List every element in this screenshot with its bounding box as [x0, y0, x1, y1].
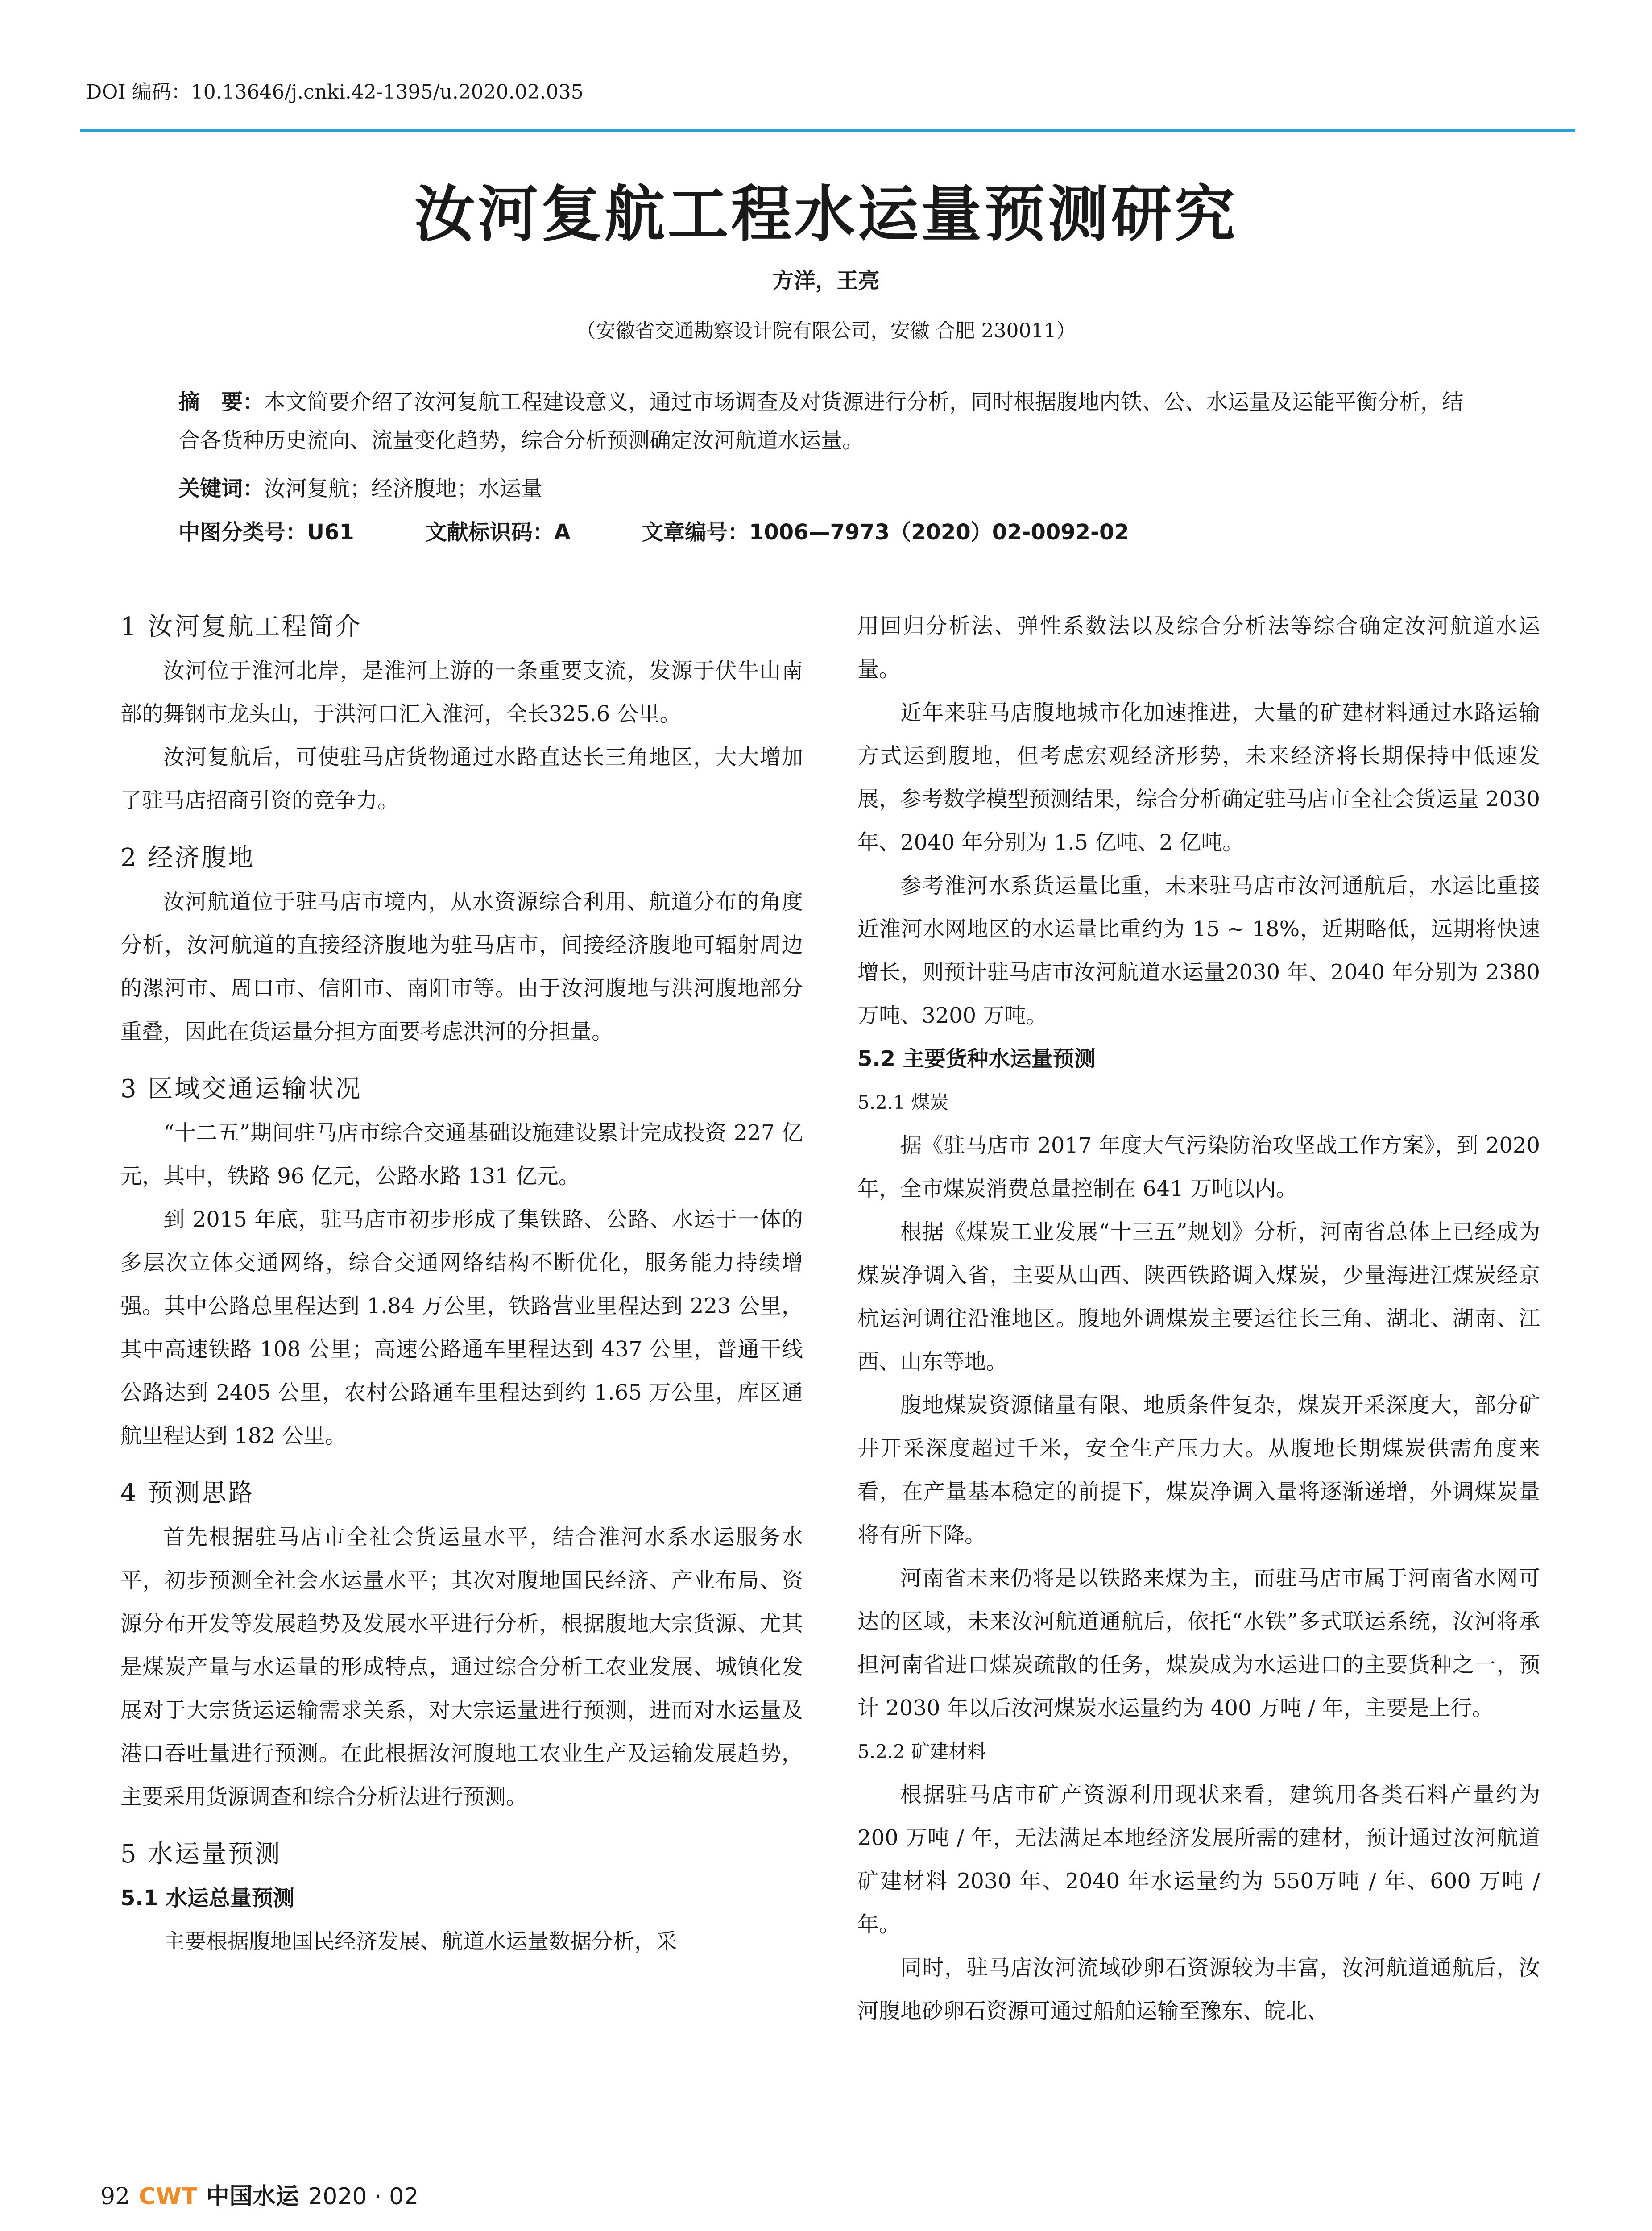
affiliation: （安徽省交通勘察设计院有限公司，安徽 合肥 230011）: [576, 319, 1076, 342]
subsubsection-heading: 5.2.2 矿建材料: [857, 1741, 986, 1762]
clc-number: 中图分类号：U61: [178, 520, 354, 545]
abstract-text: 本文简要介绍了汝河复航工程建设意义，通过市场调查及对货源进行分析，同时根据腹地内铁、公、水运量及运能平衡分析，结合各货种历史流向、流量变化趋势，综合分析预测确定汝河航道水运量。: [178, 390, 1464, 453]
paragraph: 参考淮河水系货运量比重，未来驻马店市汝河通航后，水运比重接近淮河水网地区的水运量比重约为 15 ~ 18%，近期略低，远期将快速增长，则预计驻马店市汝河航道水运量2030 年、2040 年分别为 2380 万吨、3200 万吨。: [857, 873, 1540, 1028]
paragraph: 河南省未来仍将是以铁路来煤为主，而驻马店市属于河南省水网可达的区域，未来汝河航道通航后，依托“水铁”多式联运系统，汝河将承担河南省进口煤炭疏散的任务，煤炭成为水运进口的主要货种之一，预计 2030 年以后汝河煤炭水运量约为 400 万吨 / 年，主要是上行。: [857, 1566, 1540, 1721]
paragraph: 到 2015 年底，驻马店市初步形成了集铁路、公路、水运于一体的多层次立体交通网络，综合交通网络结构不断优化，服务能力持续增强。其中公路总里程达到 1.84 万公里，铁路营业里程达到 223 公里，其中高速铁路 108 公里；高速公路通车里程达到 437 公里，普通干线公路达到 2405 公里，农村公路通车里程达到约 1.65 万公里，库区通航里程达到 182 公里。: [120, 1207, 803, 1448]
section-heading: 1 汝河复航工程简介: [120, 612, 362, 641]
page-footer: [100, 2177, 418, 2211]
abstract-label: 摘 要：: [178, 390, 265, 415]
paragraph: 首先根据驻马店市全社会货运量水平，结合淮河水系水运服务水平，初步预测全社会水运量水平；其次对腹地国民经济、产业布局、资源分布开发等发展趋势及发展水平进行分析，根据腹地大宗货源、尤其是煤炭产量与水运量的形成特点，通过综合分析工农业发展、城镇化发展对于大宗货运运输需求关系，对大宗运量进行预测，进而对水运量及港口吞吐量进行预测。在此根据汝河腹地工农业生产及运输发展趋势，主要采用货源调查和综合分析法进行预测。: [120, 1525, 803, 1809]
paragraph: 据《驻马店市 2017 年度大气污染防治攻坚战工作方案》，到 2020 年，全市煤炭消费总量控制在 641 万吨以内。: [857, 1133, 1540, 1201]
paragraph-continued: 用回归分析法、弹性系数法以及综合分析法等综合确定汝河航道水运量。: [857, 614, 1540, 682]
section-heading: 2 经济腹地: [120, 843, 255, 872]
header-rule: [80, 129, 1575, 132]
page-number: 92: [100, 2183, 130, 2210]
subsection-heading: 5.2 主要货种水运量预测: [857, 1046, 1096, 1071]
paragraph: 近年来驻马店腹地城市化加速推进，大量的矿建材料通过水路运输方式运到腹地，但考虑宏观经济形势，未来经济将长期保持中低速发展，参考数学模型预测结果，综合分析确定驻马店市全社会货运量 2030 年、2040 年分别为 1.5 亿吨、2 亿吨。: [857, 700, 1540, 855]
article-number: 文章编号：1006—7973（2020）02-0092-02: [642, 520, 1129, 545]
doi-line: DOI 编码：10.13646/j.cnki.42-1395/u.2020.02.035: [86, 81, 584, 104]
right-column: [857, 605, 1540, 2033]
left-column: [120, 605, 803, 1963]
section-heading: 3 区域交通运输状况: [120, 1074, 362, 1103]
abstract-block: [178, 383, 1481, 460]
keywords-block: [178, 469, 1481, 508]
classification-line: [178, 513, 1481, 552]
keywords-label: 关键词：: [178, 476, 265, 501]
paragraph: 腹地煤炭资源储量有限、地质条件复杂，煤炭开采深度大，部分矿井开采深度超过千米，安全生产压力大。从腹地长期煤炭供需角度来看，在产量基本稳定的前提下，煤炭净调入量将逐渐递增，外调煤炭量将有所下降。: [857, 1393, 1540, 1547]
section-heading: 4 预测思路: [120, 1479, 255, 1508]
subsubsection-heading: 5.2.1 煤炭: [857, 1091, 949, 1113]
paragraph: 根据《煤炭工业发展“十三五”规划》分析，河南省总体上已经成为煤炭净调入省，主要从山西、陕西铁路调入煤炭，少量海进江煤炭经京杭运河调往沿淮地区。腹地外调煤炭主要运往长三角、湖北、湖南、江西、山东等地。: [857, 1219, 1540, 1374]
subsection-heading: 5.1 水运总量预测: [120, 1886, 294, 1911]
journal-name: 中国水运: [206, 2183, 299, 2210]
document-code: 文献标识码：A: [425, 520, 571, 545]
paragraph: 汝河航道位于驻马店市境内，从水资源综合利用、航道分布的角度分析，汝河航道的直接经济腹地为驻马店市，间接经济腹地可辐射周边的漯河市、周口市、信阳市、南阳市等。由于汝河腹地与洪河腹地部分重叠，因此在货运量分担方面要考虑洪河的分担量。: [120, 889, 803, 1044]
paragraph: 根据驻马店市矿产资源利用现状来看，建筑用各类石料产量约为 200 万吨 / 年，无法满足本地经济发展所需的建材，预计通过汝河航道矿建材料 2030 年、2040 年水运量约为 550万吨 / 年、600 万吨 / 年。: [857, 1782, 1540, 1937]
paragraph: 同时，驻马店汝河流域砂卵石资源较为丰富，汝河航道通航后，汝河腹地砂卵石资源可通过船舶运输至豫东、皖北、: [857, 1955, 1540, 2024]
paper-title: 汝河复航工程水运量预测研究: [414, 178, 1238, 250]
journal-issue: 2020 · 02: [308, 2183, 419, 2210]
paragraph: “十二五”期间驻马店市综合交通基础设施建设累计完成投资 227 亿元，其中，铁路 96 亿元，公路水路 131 亿元。: [120, 1120, 803, 1189]
authors: 方洋，王亮: [772, 268, 880, 293]
paragraph: 汝河位于淮河北岸，是淮河上游的一条重要支流，发源于伏牛山南部的舞钢市龙头山，于洪河口汇入淮河，全长325.6 公里。: [120, 658, 803, 726]
keywords-text: 汝河复航；经济腹地；水运量: [264, 476, 543, 501]
cwt-logo: CWT: [139, 2183, 198, 2210]
paragraph: 主要根据腹地国民经济发展、航道水运量数据分析，采: [163, 1929, 678, 1954]
section-heading: 5 水运量预测: [120, 1840, 282, 1869]
paragraph: 汝河复航后，可使驻马店货物通过水路直达长三角地区，大大增加了驻马店招商引资的竞争力。: [120, 745, 803, 813]
